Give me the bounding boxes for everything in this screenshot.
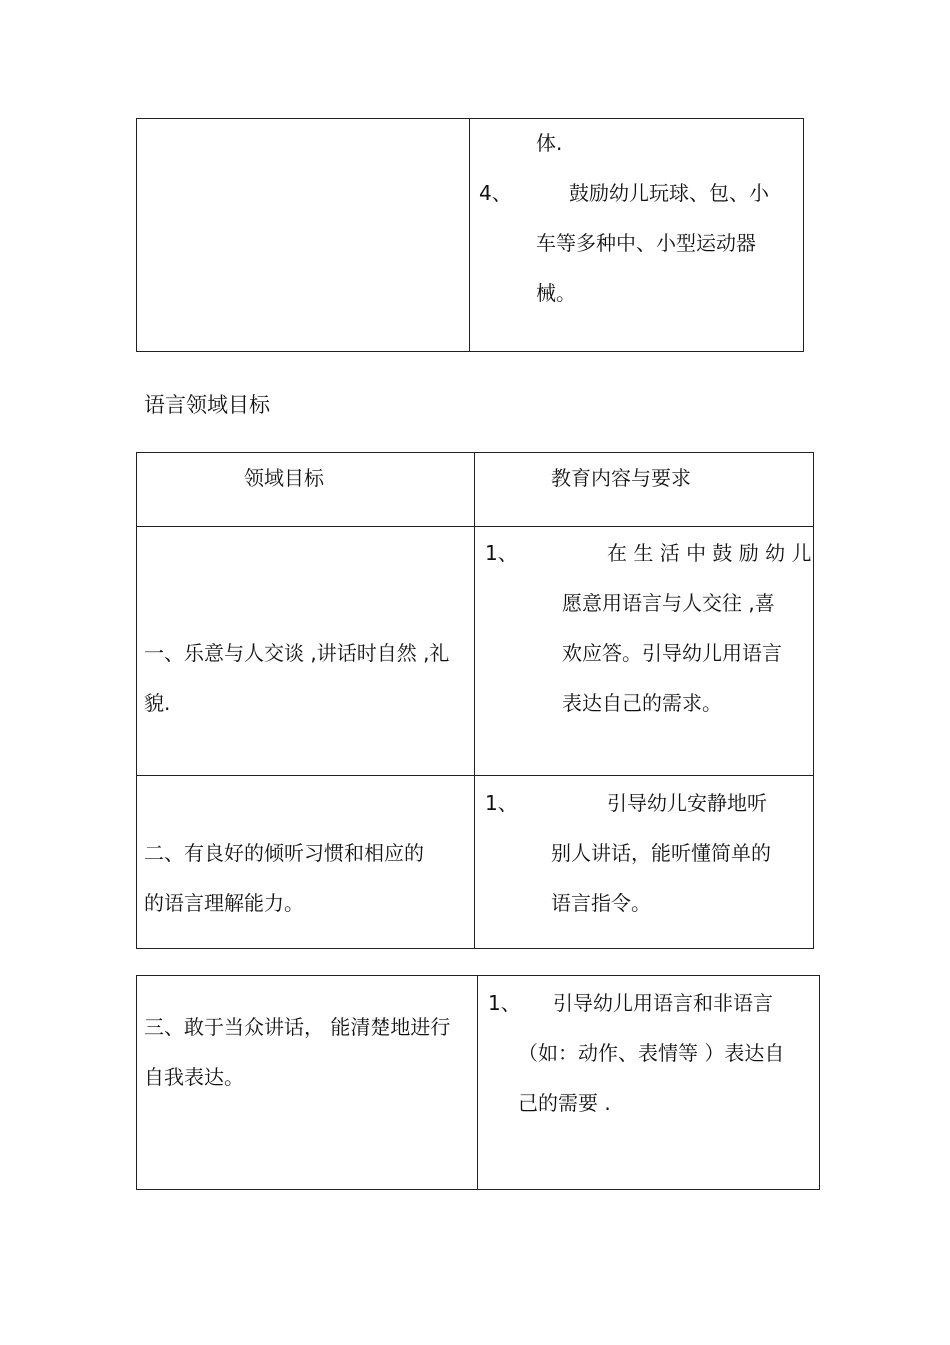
cell-text-line: 械。 — [536, 281, 576, 305]
goal-text-line: 二、有良好的倾听习惯和相应的 — [144, 841, 424, 865]
column-header-goal: 领域目标 — [244, 466, 324, 490]
cell-text-line: 体. — [536, 131, 563, 155]
goal-text-line: 貌. — [144, 691, 171, 715]
content-text-line: 表达自己的需求。 — [562, 691, 722, 715]
content-text-line: 在 生 活 中 鼓 励 幼 儿 — [607, 541, 812, 565]
content-text-line: 己的需要 . — [518, 1091, 611, 1115]
content-text-line: （如：动作、表情等 ）表达自 — [518, 1041, 785, 1065]
table-header-divider — [136, 526, 814, 527]
item-number: 1、 — [485, 791, 518, 815]
goal-text-line: 一、乐意与人交谈 ,讲话时自然 ,礼 — [144, 641, 450, 665]
item-number: 1、 — [488, 991, 521, 1015]
cell-text-line: 车等多种中、小型运动器 — [536, 231, 756, 255]
content-text-line: 愿意用语言与人交往 ,喜 — [562, 591, 775, 615]
goal-text-line: 的语言理解能力。 — [144, 891, 304, 915]
section-heading: 语言领域目标 — [144, 393, 270, 417]
goal-text-line: 三、敢于当众讲话， 能清楚地进行 — [144, 1015, 451, 1039]
column-header-content: 教育内容与要求 — [551, 466, 691, 490]
cell-text-line: 鼓励幼儿玩球、包、小 — [569, 181, 769, 205]
item-number: 4、 — [479, 181, 512, 205]
table-continuation-divider — [469, 118, 470, 352]
table-column-divider — [477, 975, 478, 1190]
content-text-line: 别人讲话，能听懂简单的 — [551, 841, 771, 865]
table-row-divider — [136, 775, 814, 776]
content-text-line: 语言指令。 — [551, 891, 651, 915]
content-text-line: 引导幼儿用语言和非语言 — [553, 991, 773, 1015]
content-text-line: 引导幼儿安静地听 — [607, 791, 767, 815]
goal-text-line: 自我表达。 — [144, 1065, 244, 1089]
item-number: 1、 — [485, 541, 518, 565]
content-text-line: 欢应答。引导幼儿用语言 — [562, 641, 782, 665]
